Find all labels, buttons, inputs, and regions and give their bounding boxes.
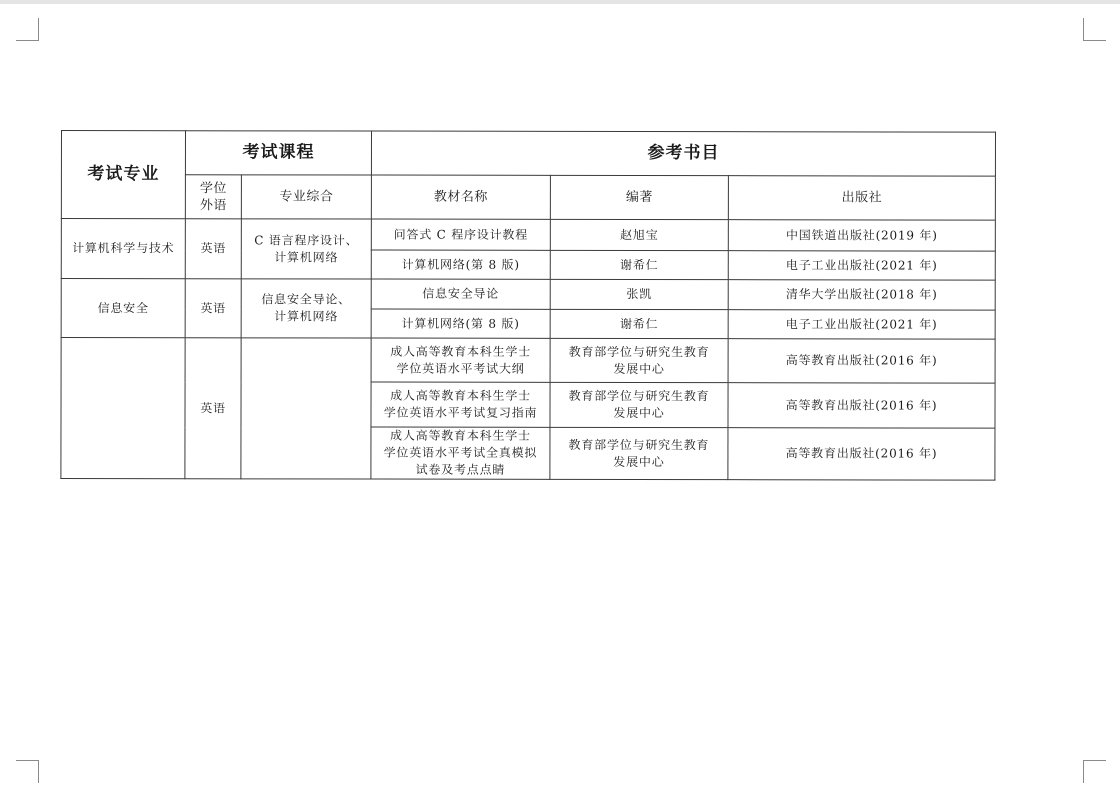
crop-mark-bottom-right <box>1083 760 1106 783</box>
cell-book-name: 计算机网络(第 8 版) <box>371 250 550 279</box>
header-course: 考试课程 <box>185 131 371 175</box>
cell-comprehensive: 信息安全导论、 计算机网络 <box>241 279 371 338</box>
cell-language: 英语 <box>185 279 241 338</box>
cell-book-name: 成人高等教育本科生学士 学位英语水平考试复习指南 <box>371 382 550 427</box>
header-row-top <box>61 131 995 177</box>
cell-book-name: 成人高等教育本科生学士 学位英语水平考试全真模拟 试卷及考点点睛 <box>371 427 550 479</box>
cell-major: 计算机科学与技术 <box>61 219 185 279</box>
cell-book-author: 教育部学位与研究生教育 发展中心 <box>550 338 728 382</box>
cell-book-author: 张凯 <box>550 279 728 309</box>
crop-mark-top-left <box>16 18 39 41</box>
cell-book-publisher: 中国铁道出版社(2019 年) <box>728 220 995 251</box>
header-textbook-name: 教材名称 <box>371 175 550 219</box>
cell-book-publisher: 电子工业出版社(2021 年) <box>728 310 995 339</box>
header-books: 参考书目 <box>371 131 995 176</box>
cell-language: 英语 <box>185 338 241 479</box>
cell-book-author: 谢希仁 <box>550 250 728 279</box>
cell-book-name: 成人高等教育本科生学士 学位英语水平考试大纲 <box>371 338 550 382</box>
header-author: 编著 <box>550 175 728 219</box>
cell-comprehensive: C 语言程序设计、 计算机网络 <box>241 219 371 279</box>
table-row <box>61 219 995 252</box>
cell-book-author: 谢希仁 <box>550 309 728 338</box>
cell-language: 英语 <box>185 219 241 279</box>
document-table-wrapper <box>60 130 996 481</box>
cell-book-author: 教育部学位与研究生教育 发展中心 <box>550 382 728 427</box>
table-row <box>61 338 995 384</box>
reference-books-table <box>60 130 996 481</box>
crop-mark-top-right <box>1083 18 1106 41</box>
cell-book-author: 教育部学位与研究生教育 发展中心 <box>550 427 728 479</box>
header-comprehensive: 专业综合 <box>241 175 371 219</box>
header-row-sub <box>61 175 995 221</box>
cell-book-publisher: 高等教育出版社(2016 年) <box>728 339 995 383</box>
header-major: 考试专业 <box>61 131 185 219</box>
cell-book-author: 赵旭宝 <box>550 219 728 250</box>
cell-book-name: 信息安全导论 <box>371 279 550 309</box>
header-degree-foreign-lang: 学位 外语 <box>185 175 241 219</box>
cell-book-publisher: 高等教育出版社(2016 年) <box>728 428 995 480</box>
cell-book-publisher: 高等教育出版社(2016 年) <box>728 383 995 428</box>
cell-book-name: 计算机网络(第 8 版) <box>371 309 550 338</box>
cell-major: 信息安全 <box>61 279 185 338</box>
table-row <box>61 279 995 311</box>
crop-mark-bottom-left <box>16 760 39 783</box>
header-publisher: 出版社 <box>728 176 995 220</box>
cell-book-name: 问答式 C 程序设计教程 <box>371 219 550 250</box>
page-top-edge <box>0 0 1120 4</box>
cell-book-publisher: 清华大学出版社(2018 年) <box>728 280 995 310</box>
cell-book-publisher: 电子工业出版社(2021 年) <box>728 251 995 280</box>
cell-comprehensive <box>241 338 371 479</box>
cell-major <box>61 338 185 479</box>
